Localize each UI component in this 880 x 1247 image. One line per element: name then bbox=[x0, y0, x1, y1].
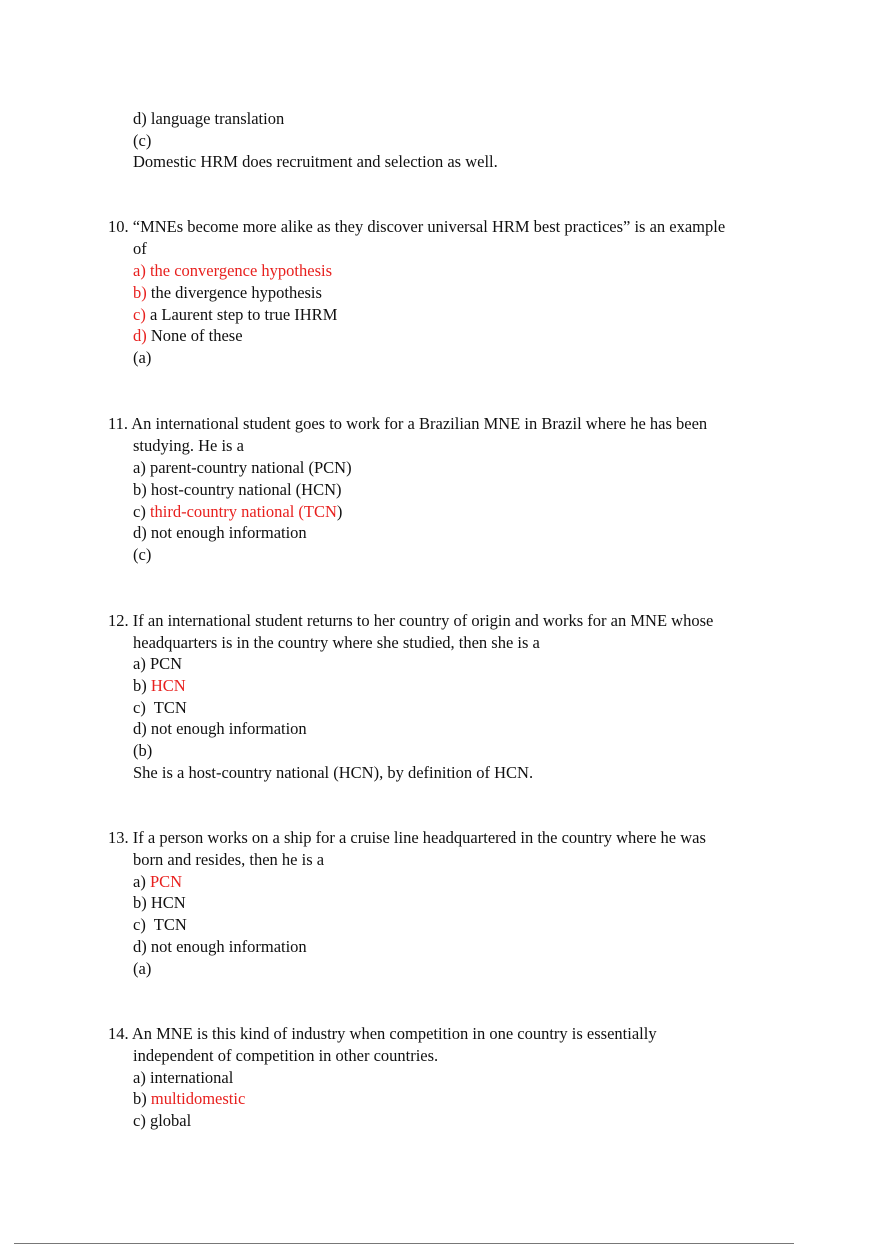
question-13-stem-line-1: 13. If a person works on a ship for a cruise line headquartered in the country where he was bbox=[108, 828, 706, 847]
answer: (b) bbox=[133, 741, 153, 760]
question-number: 12. bbox=[108, 611, 129, 630]
question-13-stem-line-2: born and resides, then he is a bbox=[133, 850, 325, 869]
footer-rule bbox=[14, 1243, 794, 1244]
question-14-stem-line-1: 14. An MNE is this kind of industry when competition in one country is essentially bbox=[108, 1024, 657, 1043]
question-number: 10. bbox=[108, 217, 129, 236]
question-number: 13. bbox=[108, 828, 129, 847]
option-b: b) multidomestic bbox=[133, 1089, 246, 1108]
option-b: b) HCN bbox=[133, 676, 186, 695]
option-a: a) the convergence hypothesis bbox=[133, 261, 333, 280]
question-11-stem-line-2: studying. He is a bbox=[133, 436, 244, 455]
question-10-stem-line-2: of bbox=[133, 239, 147, 258]
prev-option-d: d) language translation bbox=[133, 109, 285, 128]
option-a: a) parent-country national (PCN) bbox=[133, 458, 352, 477]
answer: (c) bbox=[133, 545, 152, 564]
option-d: d) not enough information bbox=[133, 937, 307, 956]
option-c: c) TCN bbox=[133, 698, 187, 717]
option-d: d) None of these bbox=[133, 326, 243, 345]
answer: (a) bbox=[133, 348, 152, 367]
prev-answer: (c) bbox=[133, 131, 152, 150]
prev-explanation: Domestic HRM does recruitment and selection as well. bbox=[133, 152, 498, 171]
option-d: d) not enough information bbox=[133, 719, 307, 738]
question-14-stem-line-2: independent of competition in other countries. bbox=[133, 1046, 439, 1065]
question-12-stem-line-2: headquarters is in the country where she studied, then she is a bbox=[133, 633, 540, 652]
option-a: a) PCN bbox=[133, 872, 183, 891]
option-a: a) PCN bbox=[133, 654, 183, 673]
question-10-stem-line-1: 10. “MNEs become more alike as they discover universal HRM best practices” is an example bbox=[108, 217, 726, 236]
option-b: b) host-country national (HCN) bbox=[133, 480, 342, 499]
question-12-stem-line-1: 12. If an international student returns to her country of origin and works for an MNE whose bbox=[108, 611, 714, 630]
option-c: c) a Laurent step to true IHRM bbox=[133, 305, 338, 324]
option-c: c) TCN bbox=[133, 915, 187, 934]
option-b: b) HCN bbox=[133, 893, 186, 912]
option-c: c) global bbox=[133, 1111, 192, 1130]
option-c: c) third-country national (TCN) bbox=[133, 502, 343, 521]
question-11-stem-line-1: 11. An international student goes to work for a Brazilian MNE in Brazil where he has been bbox=[108, 414, 708, 433]
question-number: 14. bbox=[108, 1024, 129, 1043]
option-a: a) international bbox=[133, 1068, 234, 1087]
option-d: d) not enough information bbox=[133, 523, 307, 542]
explanation: She is a host-country national (HCN), by definition of HCN. bbox=[133, 763, 534, 782]
option-b: b) the divergence hypothesis bbox=[133, 283, 322, 302]
answer: (a) bbox=[133, 959, 152, 978]
question-number: 11. bbox=[108, 414, 129, 433]
